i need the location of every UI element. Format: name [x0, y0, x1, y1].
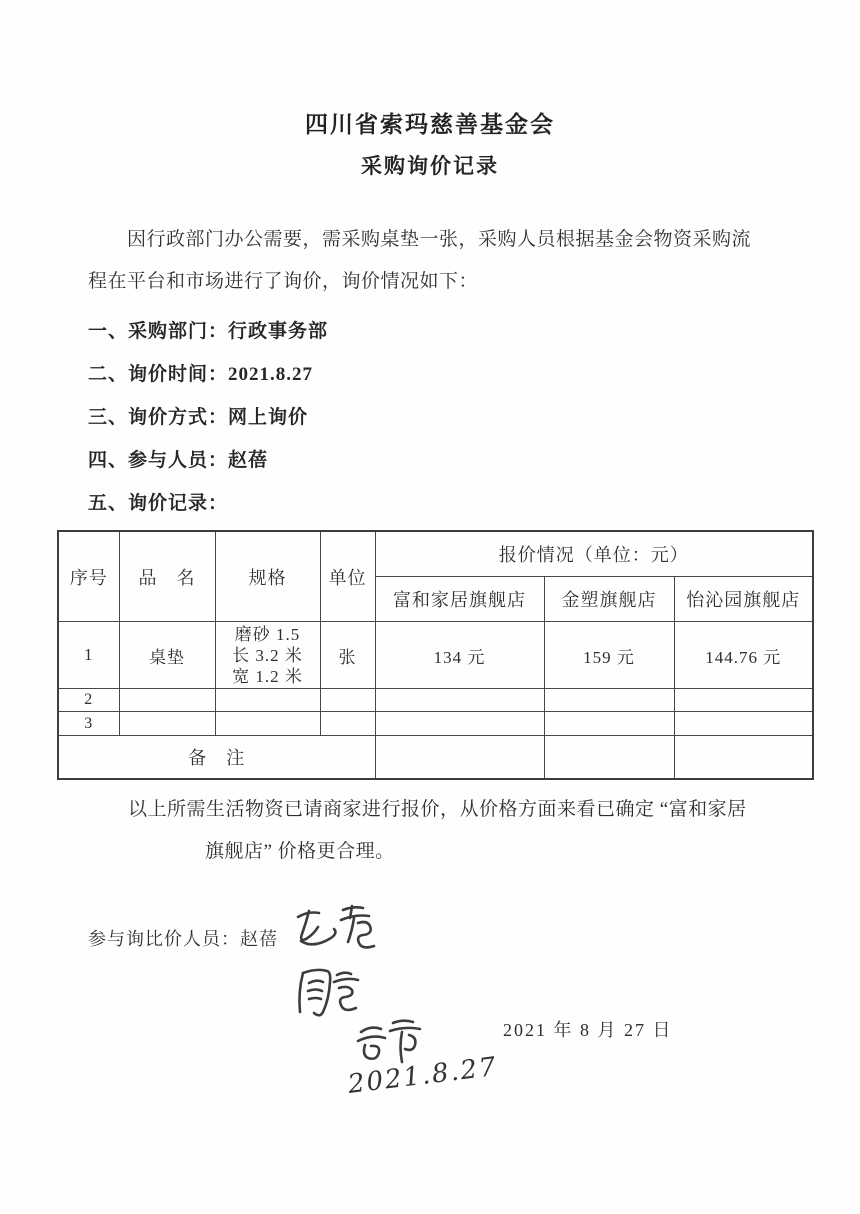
empty-cell — [674, 689, 813, 712]
column-header-quote-group: 报价情况（单位：元） — [375, 531, 813, 577]
cell-product: 桌垫 — [119, 622, 215, 689]
svg-text:2021.8.27: 2021.8.27 — [346, 1051, 500, 1100]
list-item-inquiry-record: 五、询价记录： — [88, 493, 229, 514]
quote-table — [57, 530, 814, 780]
empty-cell — [119, 712, 215, 736]
spec-line-1: 磨砂 1.5 — [234, 624, 301, 644]
list-item-inquiry-method: 三、询价方式：网上询价 — [88, 407, 309, 428]
document-title: 四川省索玛慈善基金会 — [305, 112, 555, 137]
cell-serial: 3 — [58, 712, 119, 736]
empty-cell — [215, 712, 320, 736]
cell-quote-store-3: 144.76 元 — [674, 622, 813, 689]
list-item-inquiry-date: 二、询价时间：2021.8.27 — [88, 364, 314, 385]
column-header-store-2: 金塑旗舰店 — [544, 577, 674, 622]
empty-cell — [674, 736, 813, 780]
empty-cell — [375, 689, 544, 712]
cell-quote-store-1: 134 元 — [375, 622, 544, 689]
table-header-row-1 — [58, 531, 813, 577]
empty-cell — [544, 712, 674, 736]
empty-cell — [544, 736, 674, 780]
handwritten-signature-zhaobei — [293, 903, 388, 958]
cell-quote-store-2: 159 元 — [544, 622, 674, 689]
column-header-store-3: 怡沁园旗舰店 — [674, 577, 813, 622]
cell-spec — [215, 622, 320, 689]
empty-cell — [375, 712, 544, 736]
empty-cell — [320, 712, 375, 736]
handwritten-approval-date — [344, 1051, 500, 1104]
empty-cell — [674, 712, 813, 736]
cell-serial: 1 — [58, 622, 119, 689]
empty-cell — [375, 736, 544, 780]
intro-paragraph-line-1: 因行政部门办公需要，需采购桌垫一张，采购人员根据基金会物资采购流 — [127, 229, 752, 250]
document-subtitle: 采购询价记录 — [361, 154, 499, 178]
spec-line-2: 长 3.2 米 — [232, 645, 303, 665]
column-header-spec: 规格 — [215, 531, 320, 622]
table-row-2 — [58, 689, 813, 712]
handwritten-approval-word — [292, 966, 362, 1020]
list-item-department: 一、采购部门：行政事务部 — [88, 321, 329, 342]
intro-paragraph-line-2: 程在平台和市场进行了询价，询价情况如下： — [88, 271, 479, 292]
remark-label-cell: 备 注 — [58, 736, 375, 780]
table-row-1 — [58, 622, 813, 689]
empty-cell — [215, 689, 320, 712]
column-header-store-1: 富和家居旗舰店 — [375, 577, 544, 622]
column-header-product: 品 名 — [119, 531, 215, 622]
empty-cell — [320, 689, 375, 712]
cell-unit: 张 — [320, 622, 375, 689]
table-remark-row — [58, 736, 813, 780]
table-row-3 — [58, 712, 813, 736]
empty-cell — [544, 689, 674, 712]
column-header-unit: 单位 — [320, 531, 375, 622]
spec-line-3: 宽 1.2 米 — [232, 666, 303, 686]
participants-signature-label: 参与询比价人员：赵蓓 — [88, 929, 278, 949]
column-header-serial: 序号 — [58, 531, 119, 622]
printed-date-line: 2021 年 8 月 27 日 — [503, 1020, 673, 1040]
conclusion-line-1: 以上所需生活物资已请商家进行报价，从价格方面来看已确定 “富和家居 — [128, 799, 747, 820]
conclusion-line-2: 旗舰店” 价格更合理。 — [205, 841, 395, 862]
empty-cell — [119, 689, 215, 712]
list-item-participants: 四、参与人员：赵蓓 — [88, 450, 269, 471]
cell-serial: 2 — [58, 689, 119, 712]
